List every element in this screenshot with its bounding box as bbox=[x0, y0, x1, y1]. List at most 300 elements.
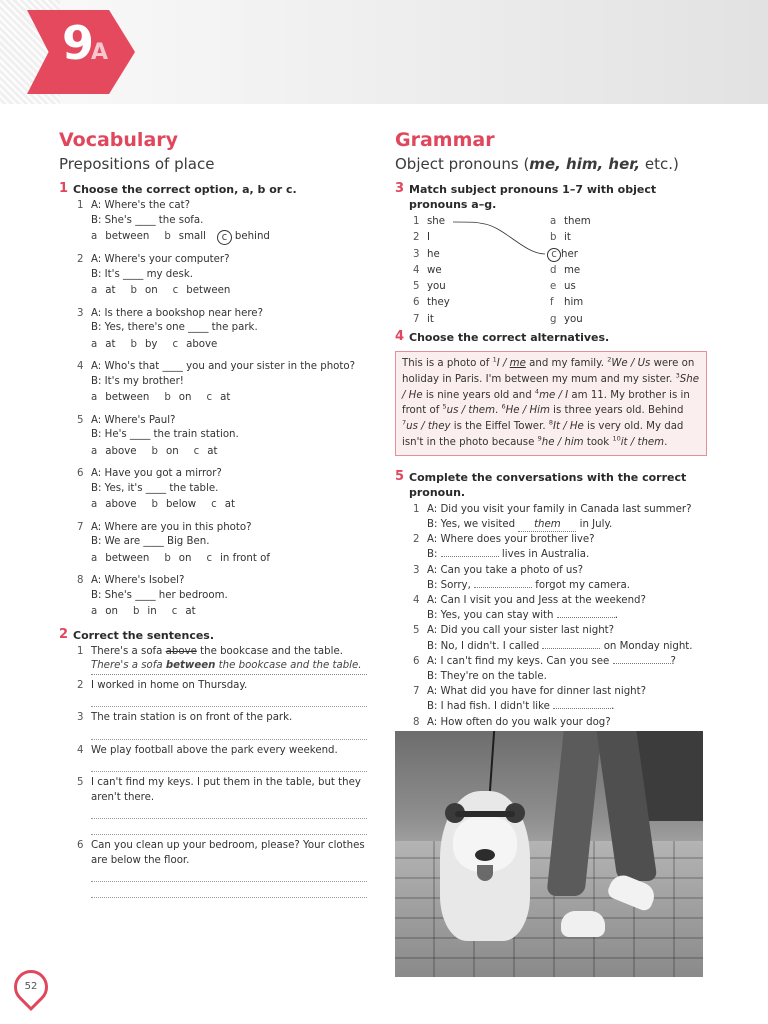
item-number: 5 bbox=[77, 414, 84, 426]
exercise-4-heading bbox=[395, 330, 707, 345]
text-part: took bbox=[583, 436, 613, 448]
item-number: 8 bbox=[77, 575, 84, 586]
exercise-1-list bbox=[59, 199, 367, 620]
answer-option[interactable] bbox=[206, 552, 269, 567]
option-text: small bbox=[178, 231, 206, 243]
gap-number: 5 bbox=[442, 403, 447, 411]
pronoun: she bbox=[427, 216, 446, 227]
exercise-5-heading bbox=[395, 470, 707, 500]
answer-line[interactable] bbox=[91, 726, 367, 740]
item-number: 6 bbox=[77, 468, 84, 479]
line-text: B: Yes, we visited bbox=[427, 518, 519, 530]
grammar-subtitle bbox=[395, 154, 707, 174]
question-line-b: B: She's ____ her bedroom. bbox=[91, 589, 228, 601]
subtitle-post: etc.) bbox=[640, 155, 679, 173]
text-part: . bbox=[495, 405, 502, 417]
example-answer bbox=[91, 659, 367, 675]
gap-number: 3 bbox=[675, 371, 680, 380]
answer-option[interactable] bbox=[206, 391, 230, 406]
item-number: 2 bbox=[77, 679, 84, 691]
exercise-number: 3 bbox=[395, 181, 405, 196]
item-letter: a bbox=[550, 216, 557, 227]
page-number: 52 bbox=[24, 981, 38, 992]
object-pronoun-list bbox=[550, 214, 591, 328]
text-part: is very old. My dad isn't in the photo because bbox=[402, 421, 684, 448]
item-number: 4 bbox=[77, 361, 84, 372]
answer-options bbox=[91, 445, 367, 460]
answer-options bbox=[91, 605, 367, 620]
match-lines bbox=[445, 214, 555, 274]
answer-blank[interactable] bbox=[542, 639, 600, 649]
text-part: is the Eiffel Tower. bbox=[450, 421, 549, 433]
sentence-to-correct bbox=[59, 776, 367, 835]
option-letter: b bbox=[164, 231, 171, 243]
object-pronoun-row bbox=[550, 230, 591, 246]
answer-option[interactable] bbox=[91, 338, 116, 353]
question-line-a: A: Where's Paul? bbox=[91, 414, 176, 426]
example-answer-pre: There's a sofa bbox=[91, 660, 166, 671]
bulldog-collar bbox=[455, 811, 515, 817]
example-answer-bold: between bbox=[165, 660, 216, 671]
answer-options bbox=[91, 338, 367, 353]
option-text: between bbox=[105, 392, 150, 403]
conversation bbox=[395, 532, 707, 562]
unit-number: 9 bbox=[62, 16, 94, 70]
option-letter: c bbox=[211, 499, 217, 510]
vocabulary-column bbox=[59, 126, 367, 902]
answer-option[interactable] bbox=[152, 445, 179, 460]
grammar-column bbox=[395, 126, 707, 745]
gap-number: 4 bbox=[534, 387, 540, 396]
choice-question bbox=[59, 521, 367, 567]
vocabulary-title: Vocabulary bbox=[59, 129, 179, 151]
conversation-line-b bbox=[427, 639, 707, 654]
choice-question bbox=[59, 414, 367, 460]
option-text: above bbox=[186, 338, 218, 350]
conversation-line-a bbox=[427, 654, 707, 669]
gap-number: 2 bbox=[607, 355, 612, 364]
conversation bbox=[395, 654, 707, 684]
question-line-a: A: Where are you in this photo? bbox=[91, 521, 252, 533]
answer-option[interactable] bbox=[91, 552, 149, 567]
sentence-to-correct bbox=[59, 744, 367, 773]
item-number: 6 bbox=[413, 297, 420, 309]
pronoun: him bbox=[564, 297, 584, 309]
item-number: 6 bbox=[77, 840, 84, 851]
answer-option[interactable] bbox=[211, 498, 235, 513]
conversation-line-a: A: Where does your brother live? bbox=[427, 534, 595, 546]
item-number: 7 bbox=[413, 686, 420, 698]
option-letter: c bbox=[193, 445, 200, 457]
matching-exercise bbox=[395, 214, 707, 324]
exercise-5-list bbox=[395, 502, 707, 745]
option-text: on bbox=[178, 552, 192, 564]
option-text: at bbox=[207, 445, 218, 457]
conversation-line-a: A: What did you have for dinner last night? bbox=[427, 686, 647, 698]
conversation-line-a: A: Did you call your sister last night? bbox=[427, 625, 615, 637]
option-text: below bbox=[165, 499, 197, 510]
alternative-option: me / I bbox=[539, 389, 569, 401]
sentence-to-correct bbox=[59, 679, 367, 708]
option-letter: b bbox=[151, 499, 158, 510]
question-line-b: B: She's ____ the sofa. bbox=[91, 214, 204, 226]
choice-question bbox=[59, 467, 367, 513]
item-number: 8 bbox=[413, 716, 420, 728]
option-text: above bbox=[105, 445, 137, 457]
answer-option[interactable] bbox=[164, 552, 191, 567]
vocabulary-subtitle: Prepositions of place bbox=[59, 155, 215, 173]
question-line-b: B: Yes, it's ____ the table. bbox=[91, 482, 219, 494]
conversation bbox=[395, 623, 707, 653]
item-letter: e bbox=[550, 281, 557, 293]
unit-letter: A bbox=[91, 40, 109, 65]
line-text: A: I can't find my keys. Can you see bbox=[427, 655, 613, 667]
answer-option[interactable] bbox=[91, 498, 137, 513]
exercise-number: 2 bbox=[59, 626, 69, 642]
sentence-text: Can you clean up your bedroom, please? Your clothes are below the floor. bbox=[91, 840, 365, 866]
line-text: B: I had fish. I didn't like bbox=[427, 701, 554, 713]
item-letter: g bbox=[550, 313, 557, 325]
item-number: 1 bbox=[77, 645, 84, 657]
bulldog-face bbox=[453, 816, 517, 872]
question-line-a: A: Where's the cat? bbox=[91, 200, 191, 211]
option-letter: b bbox=[151, 445, 158, 457]
answer-options bbox=[91, 391, 367, 406]
answer-option[interactable] bbox=[194, 445, 218, 460]
conversation bbox=[395, 502, 707, 532]
object-pronoun-row bbox=[550, 214, 591, 230]
answer-blank[interactable] bbox=[553, 699, 611, 709]
item-number: 2 bbox=[413, 534, 420, 546]
option-letter: c bbox=[172, 285, 179, 296]
exercise-number: 4 bbox=[395, 329, 405, 344]
text-part: is nine years old and bbox=[422, 389, 535, 401]
pronoun: us bbox=[564, 281, 576, 293]
item-letter: b bbox=[550, 232, 557, 244]
item-number: 3 bbox=[77, 712, 84, 723]
answer-blank[interactable] bbox=[441, 547, 499, 557]
alternative-option: I bbox=[496, 358, 500, 369]
answer-option[interactable] bbox=[172, 338, 217, 353]
pronoun: them bbox=[564, 216, 591, 227]
answer-option[interactable] bbox=[172, 605, 196, 620]
option-text: above bbox=[105, 499, 137, 510]
item-number: 5 bbox=[413, 625, 420, 637]
subject-pronoun-row bbox=[413, 295, 450, 311]
text-part: . bbox=[664, 436, 668, 448]
option-letter: a bbox=[91, 392, 98, 403]
alternative-option: he / him bbox=[541, 436, 584, 448]
conversation-line-a: A: How often do you walk your dog? bbox=[427, 716, 611, 728]
conversation-line-a: A: Can I visit you and Jess at the weekend? bbox=[427, 595, 646, 606]
question-line-b: B: It's my brother! bbox=[91, 375, 184, 387]
option-text: between bbox=[105, 552, 150, 564]
subtitle-pre: Object pronouns ( bbox=[395, 155, 530, 173]
bulldog-mouth bbox=[477, 865, 493, 881]
answer-option[interactable] bbox=[133, 605, 157, 620]
example-answer-post: the bookcase and the table. bbox=[215, 660, 362, 671]
option-text: at bbox=[220, 392, 231, 403]
item-number: 6 bbox=[413, 655, 420, 667]
option-text: at bbox=[224, 499, 235, 510]
page-number-marker bbox=[7, 963, 55, 1011]
exercise-instruction: Match subject pronouns 1–7 with object pronouns a–g. bbox=[409, 183, 657, 211]
item-number: 5 bbox=[77, 777, 84, 788]
bulldog-nose bbox=[475, 849, 495, 861]
match-line-she-her bbox=[485, 224, 545, 254]
item-number: 4 bbox=[77, 744, 84, 756]
pronoun: it bbox=[564, 232, 571, 244]
pronoun: I bbox=[427, 232, 431, 244]
conversation-line-b bbox=[427, 517, 707, 532]
answer-options bbox=[91, 284, 367, 299]
sentence-text: I worked in home on Thursday. bbox=[91, 679, 248, 691]
item-number: 7 bbox=[413, 313, 420, 325]
option-letter: c bbox=[172, 338, 179, 350]
option-letter: a bbox=[91, 445, 98, 457]
object-pronoun-row bbox=[550, 312, 591, 328]
option-letter: c bbox=[206, 552, 213, 564]
gap-number: 9 bbox=[537, 434, 542, 443]
pronoun: you bbox=[564, 313, 583, 325]
sentence-text: The train station is on front of the park. bbox=[91, 712, 293, 723]
option-letter: a bbox=[91, 285, 98, 296]
correct-sentence-example bbox=[59, 645, 367, 675]
item-number: 3 bbox=[413, 248, 420, 260]
gap-number: 7 bbox=[402, 418, 407, 427]
choice-question bbox=[59, 307, 367, 353]
answer-blank-filled[interactable]: them bbox=[518, 519, 576, 532]
question-line-a: A: Is there a bookshop near here? bbox=[91, 307, 263, 319]
conversation-line-b bbox=[427, 699, 707, 714]
example-text-pre: There's a sofa bbox=[91, 645, 166, 657]
conversation-line-b bbox=[427, 669, 707, 684]
item-number: 7 bbox=[77, 521, 84, 533]
answer-option[interactable] bbox=[173, 284, 231, 299]
dog-walking-photo bbox=[395, 731, 703, 977]
match-line-she-her-start bbox=[453, 222, 485, 224]
answer-option[interactable] bbox=[131, 338, 158, 353]
option-text: in front of bbox=[220, 552, 270, 564]
exercise-instruction: Correct the sentences. bbox=[73, 628, 215, 642]
answer-option[interactable] bbox=[164, 391, 191, 406]
choice-question bbox=[59, 360, 367, 406]
item-number: 2 bbox=[413, 232, 420, 244]
alternative-option: us / they bbox=[406, 421, 451, 433]
question-line-a: A: Have you got a mirror? bbox=[91, 468, 222, 479]
item-number: 4 bbox=[413, 264, 420, 276]
alternative-option: it / them bbox=[620, 436, 665, 448]
answer-line[interactable] bbox=[91, 884, 367, 898]
line-text: forgot my camera. bbox=[532, 579, 630, 591]
option-letter: b bbox=[164, 392, 171, 403]
option-text: behind bbox=[234, 231, 270, 243]
item-number: 4 bbox=[413, 595, 420, 606]
choice-question bbox=[59, 253, 367, 299]
alternatives-text-box: This is a photo of $^1$I / me and my family. $^2$We / Us were on holiday in Paris. I'm between my mum and my sister. $^3$She / He is nine years old and $^4$me / I am 11. My brother is in front of $^5$us / them. $^6$He / Him is three years old. Behind $^7$us / they is the Eiffel Tower. $^8$It / He is very old. My dad isn't in the photo because $^9$he / him took $^{10}$it / them. bbox=[395, 351, 707, 456]
answer-blank[interactable] bbox=[474, 578, 532, 588]
option-letter-circled: c bbox=[217, 230, 232, 245]
item-number: 1 bbox=[413, 216, 420, 227]
question-line-b: B: Yes, there's one ____ the park. bbox=[91, 322, 258, 333]
pronoun: he bbox=[427, 248, 440, 260]
line-text: . bbox=[611, 701, 615, 713]
choice-question bbox=[59, 574, 367, 620]
option-letter: a bbox=[91, 231, 98, 243]
answer-option[interactable] bbox=[221, 230, 270, 245]
answer-option[interactable] bbox=[91, 391, 149, 406]
option-text: by bbox=[144, 338, 158, 350]
object-pronoun-row bbox=[550, 263, 591, 279]
sentence-text: We play football above the park every weekend. bbox=[91, 744, 338, 756]
option-text: between bbox=[186, 285, 231, 296]
line-text: B: Sorry, bbox=[427, 579, 475, 591]
text-part: is three years old. Behind bbox=[549, 405, 684, 417]
alternative-option: She / He bbox=[402, 373, 699, 401]
answer-options bbox=[91, 498, 367, 513]
option-letter: a bbox=[91, 499, 98, 510]
option-letter: b bbox=[132, 606, 140, 617]
question-line-a: A: Where's your computer? bbox=[91, 254, 230, 265]
pronoun: me bbox=[564, 264, 581, 276]
example-struck-word: above bbox=[165, 645, 197, 657]
answer-option[interactable] bbox=[152, 498, 197, 513]
exercise-2-list bbox=[59, 679, 367, 899]
item-number: 2 bbox=[77, 254, 84, 265]
question-line-a: A: Who's that ____ you and your sister in the photo? bbox=[91, 361, 356, 372]
line-text: B: Yes, you can stay with bbox=[427, 610, 557, 622]
line-text: in July. bbox=[576, 518, 613, 530]
alternative-option: It / He bbox=[552, 421, 584, 433]
exercise-2-heading bbox=[59, 628, 367, 643]
subject-pronoun-row bbox=[413, 312, 450, 328]
line-text: B: No, I didn't. I called bbox=[427, 640, 543, 652]
exercise-1-heading bbox=[59, 182, 367, 197]
conversation bbox=[395, 563, 707, 593]
pronoun: it bbox=[427, 313, 434, 325]
walker-shoe-left bbox=[561, 911, 605, 937]
pronoun: her bbox=[561, 248, 578, 260]
answer-line[interactable] bbox=[91, 805, 367, 819]
option-letter: c bbox=[206, 392, 213, 403]
answer-options bbox=[91, 230, 367, 245]
alternative-option: He / Him bbox=[505, 405, 550, 417]
answer-line[interactable] bbox=[91, 758, 367, 772]
item-number: 1 bbox=[413, 503, 420, 515]
object-pronoun-row bbox=[550, 247, 591, 263]
line-text: lives in Australia. bbox=[498, 549, 590, 561]
option-text: between bbox=[105, 231, 150, 243]
answer-option[interactable] bbox=[131, 284, 158, 299]
pronoun: they bbox=[427, 297, 450, 309]
item-letter: c bbox=[547, 248, 561, 262]
conversation-line-a: A: Can you take a photo of us? bbox=[427, 564, 584, 576]
option-letter: a bbox=[91, 552, 98, 564]
line-text: ? bbox=[670, 655, 676, 667]
option-text: on bbox=[144, 285, 158, 296]
option-letter: c bbox=[171, 606, 178, 617]
option-text: on bbox=[178, 392, 192, 403]
text-part: were on holiday in Paris. I'm between my mum and my sister. bbox=[402, 358, 695, 385]
exercise-number: 1 bbox=[59, 181, 69, 196]
option-text: at bbox=[185, 606, 196, 617]
alternative-option: us / them bbox=[446, 405, 495, 417]
option-letter: b bbox=[130, 338, 137, 350]
question-line-b: B: He's ____ the train station. bbox=[91, 429, 239, 440]
text-part: am 11. My brother is in front of bbox=[402, 389, 690, 417]
subject-pronoun-row bbox=[413, 279, 450, 295]
answer-blank[interactable] bbox=[613, 654, 671, 664]
pronoun: we bbox=[427, 264, 442, 276]
question-line-a: A: Where's Isobel? bbox=[91, 575, 185, 586]
item-number: 1 bbox=[77, 200, 84, 211]
exercise-3-heading bbox=[395, 182, 707, 212]
answer-options bbox=[91, 552, 367, 567]
alternative-chosen: me bbox=[509, 358, 526, 369]
item-letter: d bbox=[550, 264, 557, 276]
conversation bbox=[395, 593, 707, 623]
exercise-instruction: Choose the correct alternatives. bbox=[409, 331, 610, 344]
object-pronoun-row bbox=[550, 279, 591, 295]
object-pronoun-row bbox=[550, 295, 591, 311]
option-text: on bbox=[105, 606, 118, 617]
answer-option[interactable] bbox=[91, 605, 118, 620]
option-text: at bbox=[105, 338, 116, 350]
item-number: 5 bbox=[413, 281, 420, 293]
answer-line[interactable] bbox=[91, 821, 367, 835]
gap-number: 8 bbox=[548, 418, 553, 427]
option-letter: b bbox=[130, 285, 137, 296]
conversation-line-b bbox=[427, 547, 707, 562]
grammar-title: Grammar bbox=[395, 129, 495, 151]
alternative-option: We / Us bbox=[611, 358, 651, 369]
text-part: This is a photo of bbox=[402, 358, 493, 369]
answer-option[interactable] bbox=[91, 230, 149, 245]
line-text: B: bbox=[427, 549, 441, 561]
answer-line[interactable] bbox=[91, 868, 367, 882]
item-number: 3 bbox=[413, 564, 420, 576]
conversation-line-b bbox=[427, 578, 707, 593]
exercise-number: 5 bbox=[395, 468, 405, 484]
line-text: B: They're on the table. bbox=[427, 671, 547, 683]
answer-blank[interactable] bbox=[557, 608, 615, 618]
exercise-instruction: Complete the conversations with the correct pronoun. bbox=[409, 470, 687, 499]
option-text: in bbox=[147, 606, 157, 617]
exercise-instruction: Choose the correct option, a, b or c. bbox=[73, 183, 297, 196]
answer-option[interactable] bbox=[91, 284, 116, 299]
sentence-to-correct bbox=[59, 839, 367, 898]
option-letter: a bbox=[91, 606, 98, 617]
gap-number: 1 bbox=[492, 355, 497, 364]
subtitle-italic: me, him, her, bbox=[529, 155, 641, 173]
choice-question bbox=[59, 199, 367, 245]
gap-number: 6 bbox=[501, 403, 506, 411]
item-letter: f bbox=[550, 297, 554, 309]
example-text-post: the bookcase and the table. bbox=[196, 645, 343, 657]
conversation-line-b bbox=[427, 608, 707, 623]
sentence-text: I can't find my keys. I put them in the table, but they aren't there. bbox=[91, 777, 361, 803]
option-letter: a bbox=[91, 338, 98, 350]
answer-line[interactable] bbox=[91, 693, 367, 707]
answer-option[interactable] bbox=[164, 230, 206, 245]
option-text: on bbox=[165, 445, 179, 457]
question-line-b: B: It's ____ my desk. bbox=[91, 268, 193, 280]
line-text: . bbox=[614, 610, 618, 622]
option-text: at bbox=[105, 285, 116, 296]
sentence-to-correct bbox=[59, 711, 367, 740]
answer-option[interactable] bbox=[91, 445, 137, 460]
conversation bbox=[395, 684, 707, 714]
